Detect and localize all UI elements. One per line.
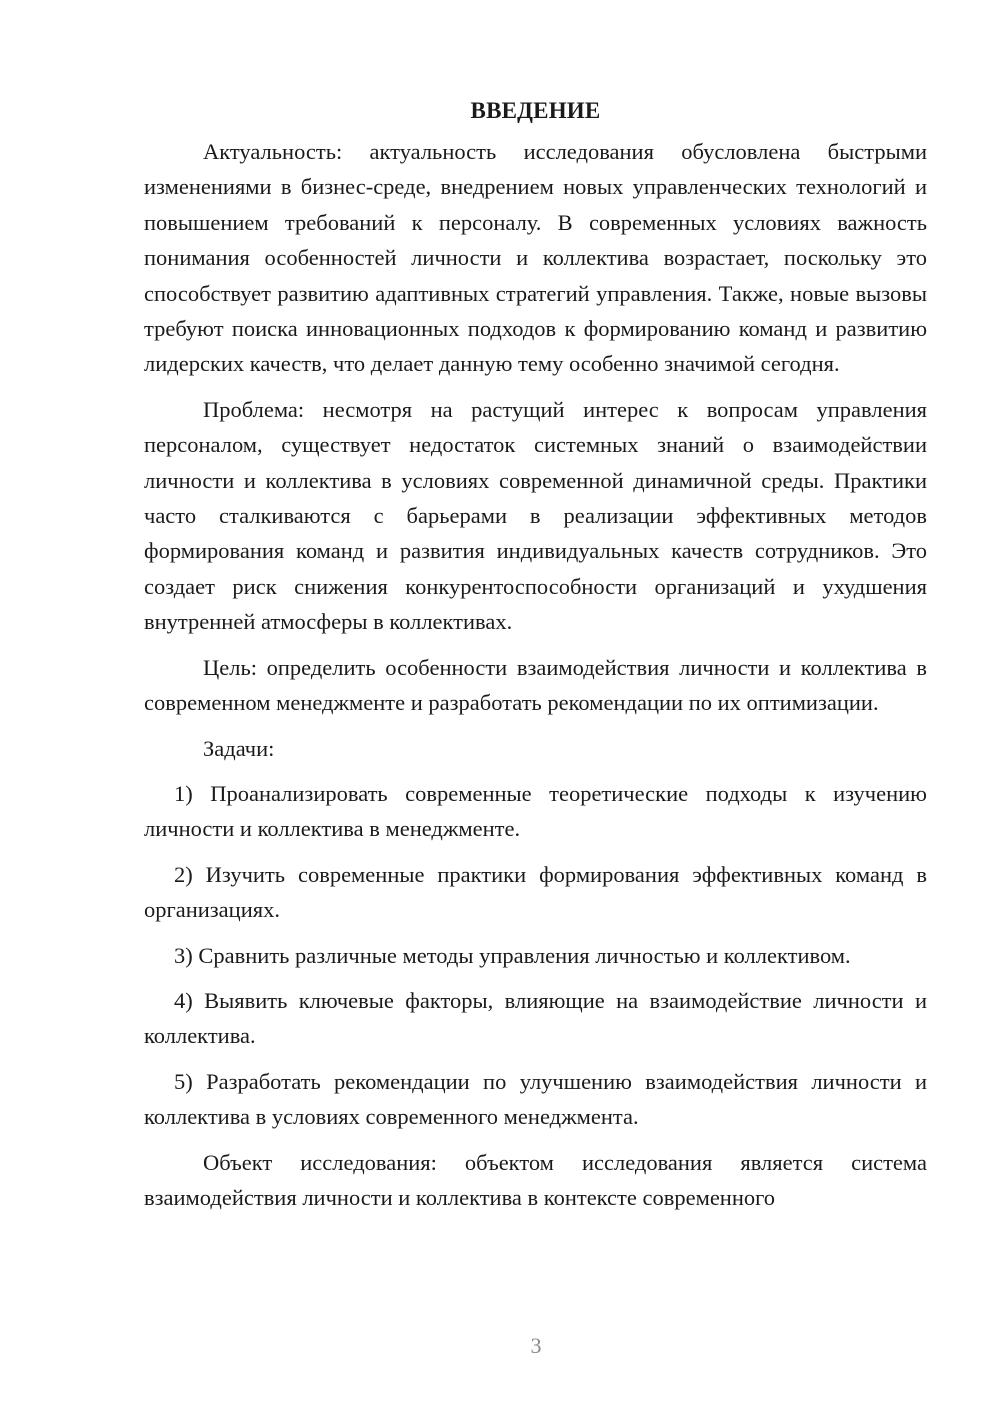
page-number: 3 — [530, 1333, 542, 1358]
paragraph-relevance: Актуальность: актуальность исследования обусловлена быстрыми изменениями в бизнес-среде, внедрением новых управленческих технологий и повышением требований к персоналу. В современных условиях важность понимания особенностей личности и коллектива возрастает, поскольку это способствует развитию адаптивных стратегий управления. Также, новые вызовы требуют поиска инновационных подходов к формированию команд и развитию лидерских качеств, что делает данную тему особенно значимой сегодня. — [144, 139, 927, 377]
task-item-3: 3) Сравнить различные методы управления личностью и коллективом. — [174, 942, 851, 968]
paragraph-goal: Цель: определить особенности взаимодействия личности и коллектива в современном менеджменте и разработать рекомендации по их оптимизации. — [144, 654, 927, 716]
task-item-1: 1) Проанализировать современные теоретические подходы к изучению личности и коллектива в менеджменте. — [144, 780, 927, 842]
task-item-5: 5) Разработать рекомендации по улучшению взаимодействия личности и коллектива в условиях современного менеджмента. — [144, 1068, 927, 1130]
task-item-4: 4) Выявить ключевые факторы, влияющие на взаимодействие личности и коллектива. — [144, 987, 927, 1049]
page-content — [144, 96, 927, 1225]
paragraph-object: Объект исследования: объектом исследования является система взаимодействия личности и коллектива в контексте современного — [144, 1149, 927, 1210]
tasks-heading: Задачи: — [203, 735, 275, 761]
section-title: ВВЕДЕНИЕ — [470, 98, 601, 123]
task-item-2: 2) Изучить современные практики формирования эффективных команд в организациях. — [144, 861, 927, 923]
paragraph-problem: Проблема: несмотря на растущий интерес к вопросам управления персоналом, существует недостаток системных знаний о взаимодействии личности и коллектива в условиях современной динамичной среды. Практики часто сталкиваются с барьерами в реализации эффективных методов формирования команд и развития индивидуальных качеств сотрудников. Это создает риск снижения конкурентоспособности организаций и ухудшения внутренней атмосферы в коллективах. — [144, 396, 927, 635]
